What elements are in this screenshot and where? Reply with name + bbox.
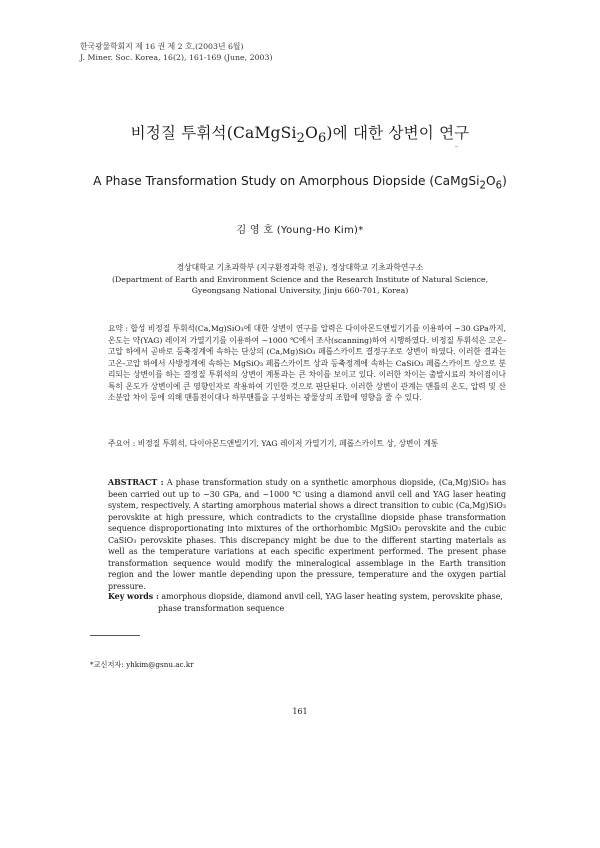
keywords-english-line2: phase transformation sequence (158, 603, 285, 613)
title-english-part: O (486, 174, 496, 188)
abstract-english-text: A phase transformation study on a synthetic amorphous diopside, (Ca,Mg)SiO₃ has been carried out up to ~30 GPa, and ~1000 ℃ using a diamond anvil cell and YAG laser heating system, respectively. A starting amorphous material shows a direct transition to cubic (Ca,Mg)SiO₃ perovskite at high pressure, which contradicts to the crystalline diopside phase transformation sequence disproportionating into mixtures of the orthorhombic MgSiO₃ perovskite and the cubic CaSiO₃ perovskite phases. This discrepancy might be due to the different starting materials as well as the temperature variations at each specific experiment performed. The present phase transformation sequence would modify the mineralogical assemblage in the Earth transition region and the lower mantle depending upon the pressure, temperature and the oxygen partial pressure. (108, 478, 507, 591)
title-english-part: ) (502, 174, 507, 188)
keywords-korean (108, 438, 506, 450)
scan-mark (455, 146, 458, 147)
title-english-subscript: 6 (495, 180, 503, 192)
abstract-korean (108, 323, 506, 404)
title-korean-subscript: 2 (296, 131, 306, 147)
title-korean-subscript: 6 (318, 131, 327, 147)
footnote-divider (90, 635, 140, 636)
author: 김 영 호 (Young-Ho Kim)* (236, 225, 364, 236)
title-korean-part: )에 대한 상변이 연구 (326, 124, 470, 142)
journal-citation (80, 41, 273, 63)
title-korean-part: 비정질 투휘석(CaMgSi (130, 124, 297, 142)
affiliation-english-line1: (Department of Earth and Environment Science and the Research Institute of Natural Science, (111, 274, 489, 284)
title-english-part: A Phase Transformation Study on Amorphous Diopside (CaMgSi (93, 174, 480, 188)
abstract-korean-label: 요약 : (108, 324, 128, 333)
affiliation (90, 262, 510, 297)
affiliation-korean: 경상대학교 기초과학부 (지구환경과학 전공), 경상대학교 기초과학연구소 (176, 263, 424, 272)
journal-citation-korean: 한국광물학회지 제 16 권 제 2 호,(2003년 6월) (80, 42, 244, 51)
affiliation-english-line2: Gyeongsang National University, Jinju 660-701, Korea) (191, 286, 409, 295)
title-korean-part: O (305, 124, 318, 142)
abstract-english-label: ABSTRACT : (108, 478, 164, 487)
keywords-korean-text: 비정질 투휘석, 다이아몬드앤빌기기, YAG 레이저 가열기기, 페롭스카이트 상, 상변이 계통 (137, 439, 439, 448)
keywords-english-line1: amorphous diopside, diamond anvil cell, YAG laser heating system, perovskite phase, (161, 592, 503, 601)
title-korean (0, 121, 600, 146)
keywords-english-label: Key words : (108, 592, 159, 601)
abstract-english (108, 477, 506, 592)
title-english-subscript: 2 (479, 180, 486, 192)
title-english (0, 174, 600, 191)
keywords-korean-label: 주요어 : (108, 439, 136, 448)
keywords-english (108, 591, 506, 614)
abstract-korean-text: 합성 비정질 투휘석(Ca,Mg)SiO₃에 대한 상변이 연구를 압력은 다이아몬드앤빌기기를 이용하여 ~30 GPa까지, 온도는 약(YAG) 레이저 가열기기를 이용하여 ~1000 ℃에서 조사(scanning)하여 시행하였다. 비정질 투휘석은 고온-고압 하에서 곧바로 등축정계에 속하는 단상의 (Ca,Mg)SiO₃ 페롭스카이트 결정구조로 상변이 하였다. 이러한 결과는 고온-고압 하에서 사방정계에 속하는 MgSiO₃ 페롭스카이트 상과 등축정계에 속하는 CaSiO₃ 페롭스카이트 상으로 분리되는 상변이를 하는 결정질 투휘석의 상변이 계통과는 큰 차이를 보이고 있다. 이러한 차이는 출발시료의 차이점이나 특히 온도가 상변이에 큰 영향인자로 작용하여 기인한 것으로 판단된다. 이러한 상변이 관계는 맨틀의 온도, 압력 및 산소분압 차이 등에 의해 맨틀전이대나 하부맨틀을 구성하는 광물상의 조합에 영향을 줄 수 있다. (108, 324, 506, 402)
journal-citation-english: J. Miner. Soc. Korea, 16(2), 161-169 (June, 2003) (80, 53, 273, 62)
corresponding-author-footnote: *교신저자: yhkim@gsnu.ac.kr (90, 660, 194, 669)
page-number: 161 (292, 707, 308, 716)
